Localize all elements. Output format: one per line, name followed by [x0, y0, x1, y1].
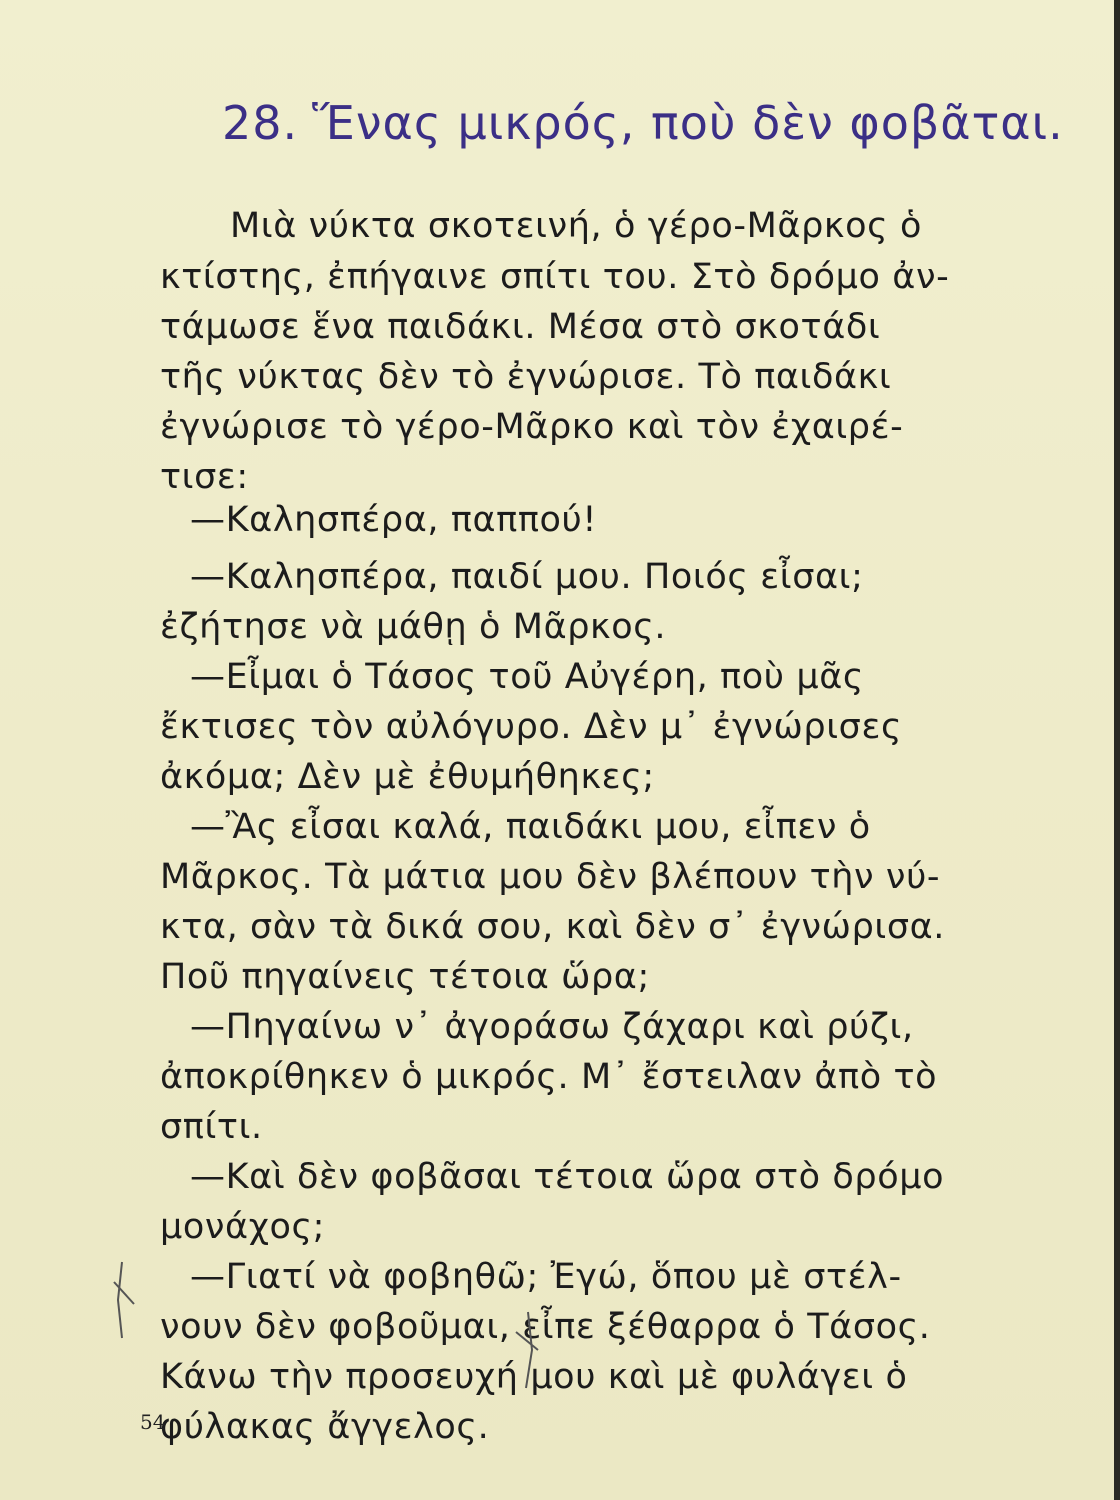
- page-number: 54: [140, 1410, 166, 1434]
- text-line: —Ἂς εἶσαι καλά, παιδάκι μου, εἶπεν ὁ: [190, 807, 871, 847]
- text-line: Μᾶρκος. Τὰ μάτια μου δὲν βλέπουν τὴν νύ-: [160, 857, 941, 897]
- text-line: ἀκόμα; Δὲν μὲ ἐθυμήθηκες;: [160, 757, 655, 797]
- text-line: τῆς νύκτας δὲν τὸ ἐγνώρισε. Τὸ παιδάκι: [160, 357, 892, 397]
- text-line: —Εἶμαι ὁ Τάσος τοῦ Αὐγέρη, ποὺ μᾶς: [190, 657, 865, 697]
- text-line: ἔκτισες τὸν αὐλόγυρο. Δὲν μ᾿ ἐγνώρισες: [160, 707, 903, 747]
- text-line: —Καλησπέρα, παππού!: [190, 500, 598, 540]
- text-line: —Πηγαίνω ν᾿ ἀγοράσω ζάχαρι καὶ ρύζι,: [190, 1007, 914, 1047]
- pencil-bracket-mark: [100, 1260, 150, 1340]
- pencil-bracket-mark: [510, 1310, 550, 1390]
- text-line: μονάχος;: [160, 1207, 326, 1247]
- text-line: Κάνω τὴν προσευχή μου καὶ μὲ φυλάγει ὁ: [160, 1357, 908, 1397]
- text-line: νουν δὲν φοβοῦμαι, εἶπε ξέθαρρα ὁ Τάσος.: [160, 1307, 931, 1347]
- text-line: σπίτι.: [160, 1107, 263, 1147]
- text-line: ἐζήτησε νὰ μάθῃ ὁ Μᾶρκος.: [160, 607, 667, 647]
- text-line: τισε:: [160, 457, 249, 497]
- text-line: κτίστης, ἐπήγαινε σπίτι του. Στὸ δρόμο ἀν-: [160, 257, 950, 297]
- text-line: Ποῦ πηγαίνεις τέτοια ὥρα;: [160, 957, 650, 997]
- text-line: ἀποκρίθηκεν ὁ μικρός. Μ᾿ ἔστειλαν ἀπὸ τὸ: [160, 1057, 938, 1097]
- text-line: φύλακας ἄγγελος.: [160, 1407, 490, 1447]
- text-line: τάμωσε ἕνα παιδάκι. Μέσα στὸ σκοτάδι: [160, 307, 881, 347]
- text-line: —Καλησπέρα, παιδί μου. Ποιός εἶσαι;: [190, 557, 864, 597]
- text-line: —Καὶ δὲν φοβᾶσαι τέτοια ὥρα στὸ δρόμο: [190, 1157, 945, 1197]
- text-line: κτα, σὰν τὰ δικά σου, καὶ δὲν σ᾿ ἐγνώρισα.: [160, 907, 946, 947]
- text-line: Μιὰ νύκτα σκοτεινή, ὁ γέρο-Μᾶρκος ὁ: [230, 206, 923, 246]
- chapter-title: [222, 96, 1064, 150]
- text-line: ἐγνώρισε τὸ γέρο-Μᾶρκο καὶ τὸν ἐχαιρέ-: [160, 407, 904, 447]
- text-line: —Γιατί νὰ φοβηθῶ; Ἐγώ, ὅπου μὲ στέλ-: [190, 1257, 902, 1297]
- chapter-title-text: Ἕνας μικρός, ποὺ δὲν φοβᾶται.: [312, 96, 1064, 150]
- chapter-number: 28.: [222, 96, 299, 150]
